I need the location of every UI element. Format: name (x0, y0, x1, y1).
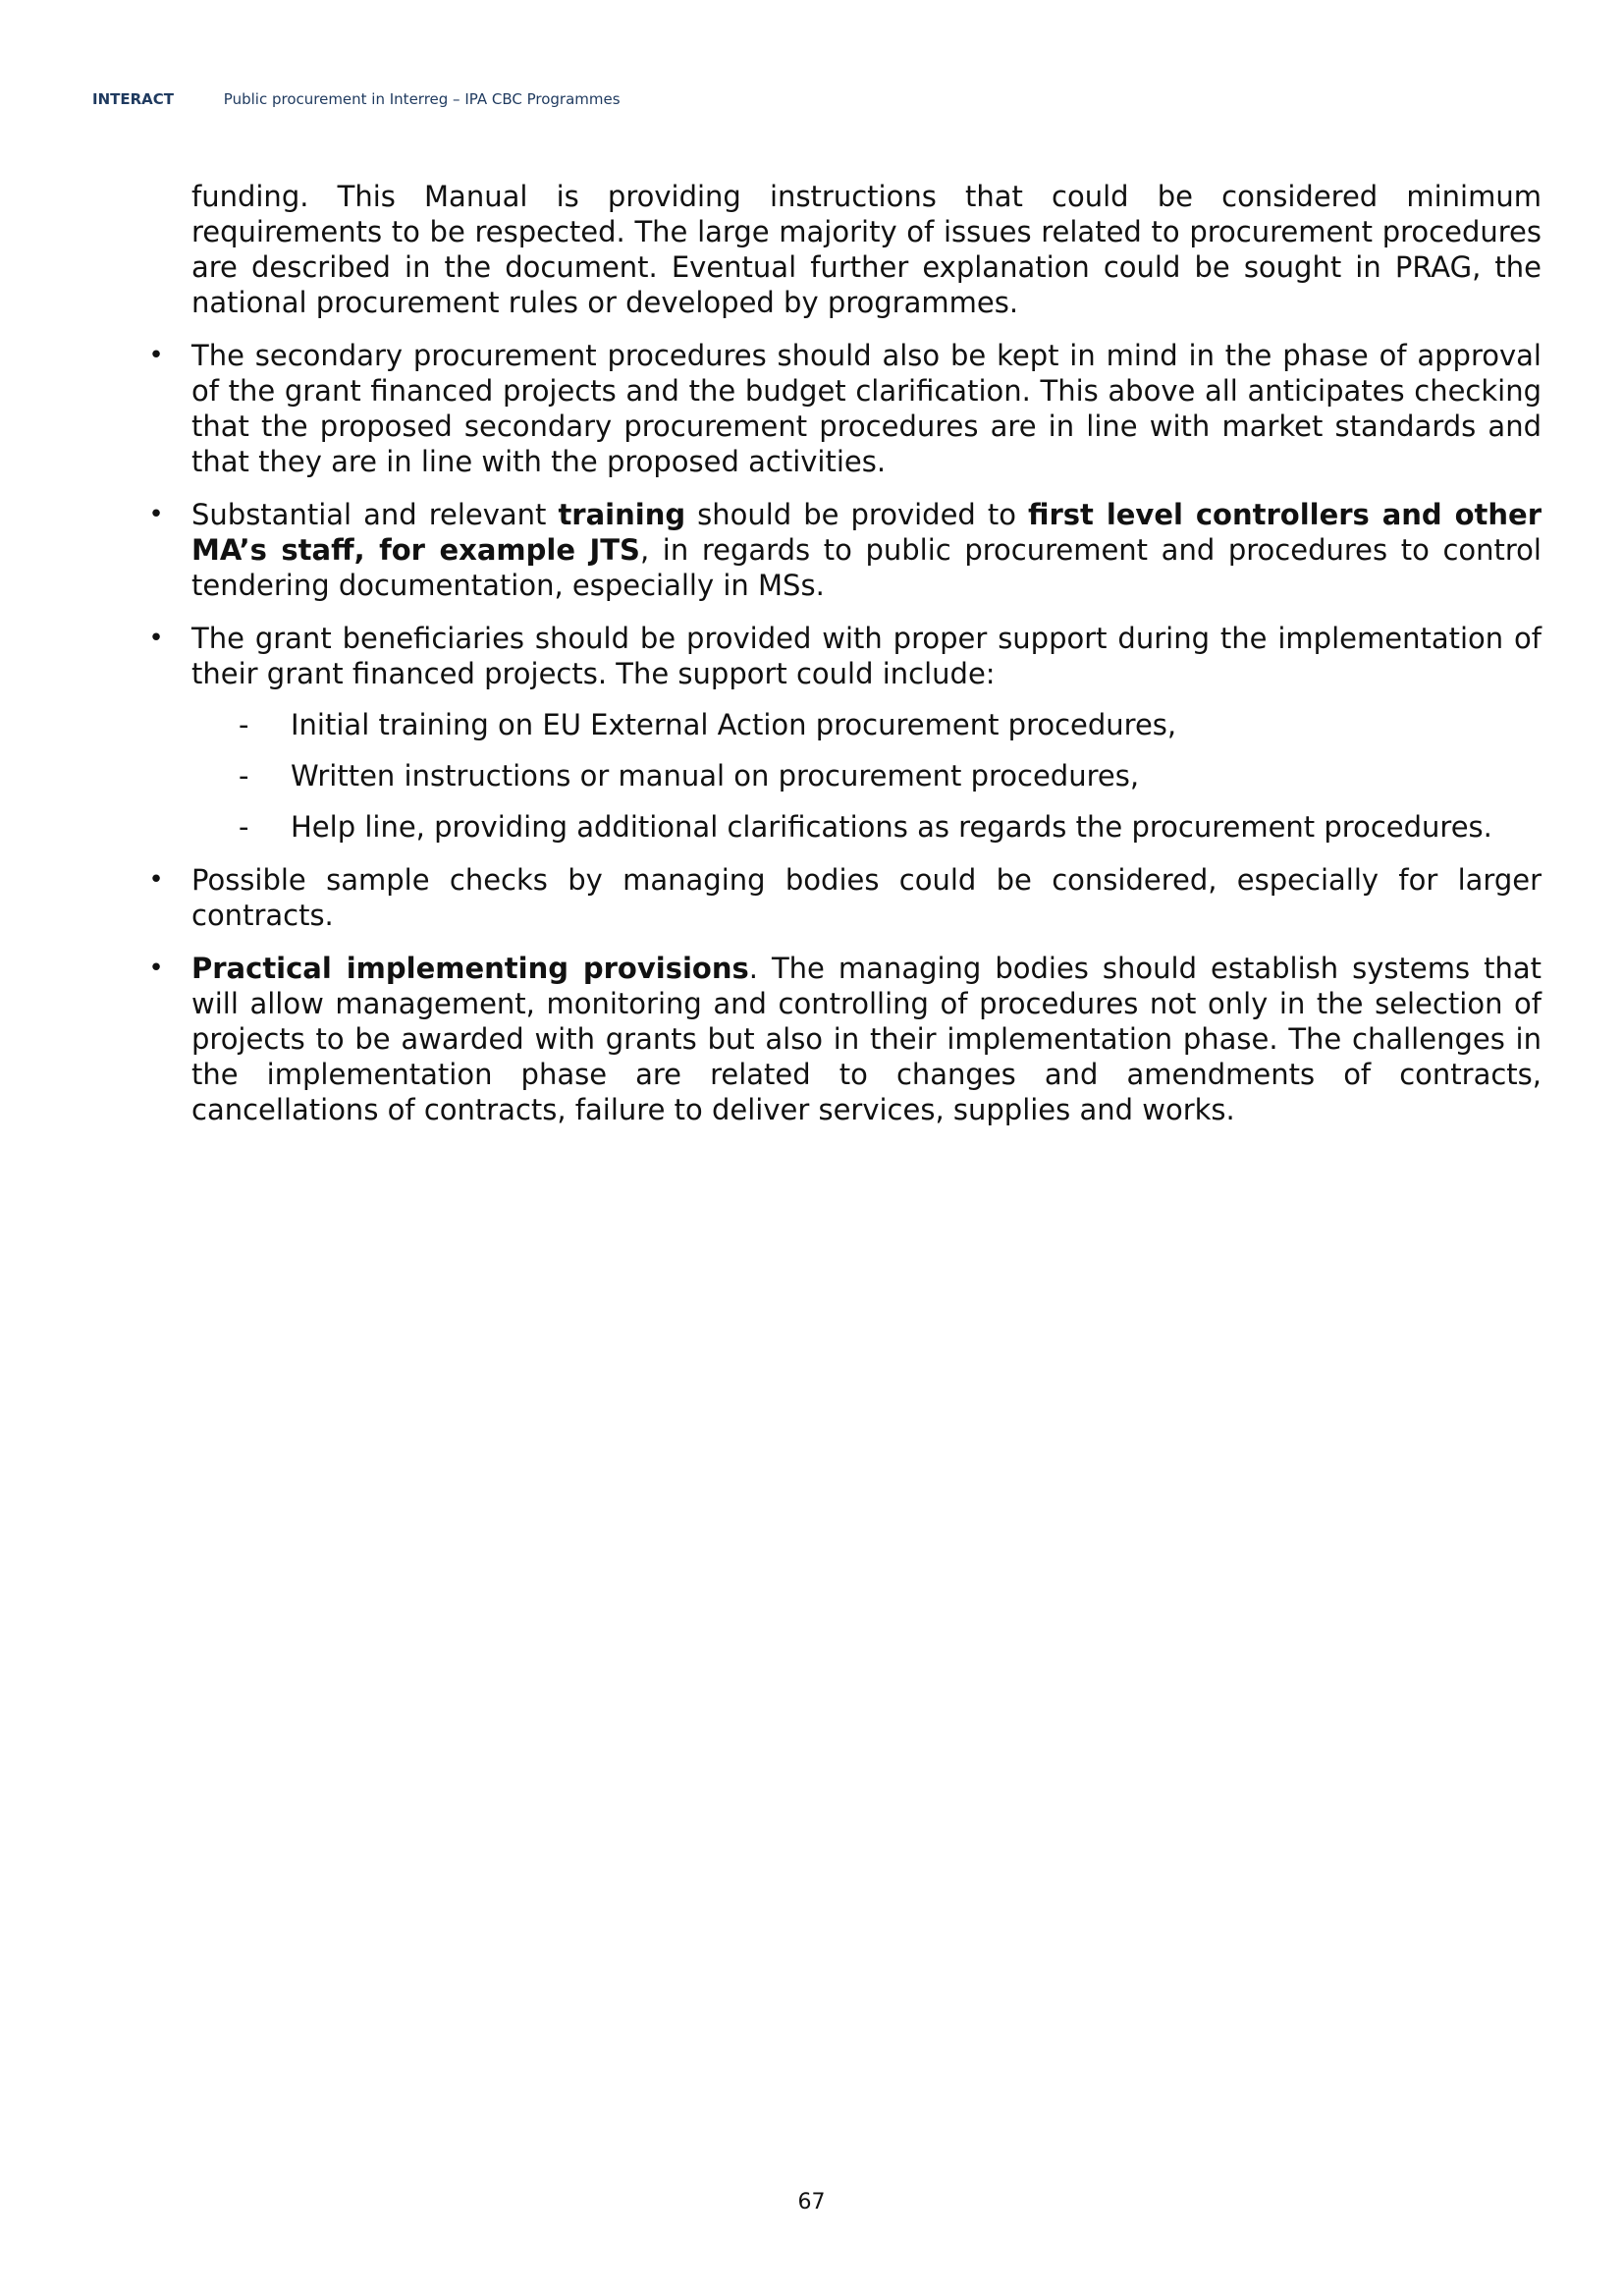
bullet-symbol: • (148, 954, 164, 983)
bullet-text: The grant beneficiaries should be provided with proper support during the implementation of their grant financed projects. The support could include: (191, 622, 1542, 690)
page-header (92, 90, 621, 108)
sublist-item (191, 758, 1542, 793)
sublist-item-text: Written instructions or manual on procurement procedures, (291, 759, 1140, 793)
header-title: Public procurement in Interreg – IPA CBC Programmes (223, 90, 621, 108)
sublist-item-text: Initial training on EU External Action procurement procedures, (291, 708, 1177, 741)
bullet-text: Possible sample checks by managing bodies could be considered, especially for larger contracts. (191, 863, 1542, 932)
bullet-text (191, 497, 1542, 603)
dash-symbol: - (239, 708, 249, 741)
text-run: Substantial and relevant (191, 498, 559, 531)
support-sublist (191, 707, 1542, 845)
bullet-item-sample-checks (148, 862, 1542, 933)
bullet-item-beneficiary-support (148, 621, 1542, 845)
bold-text-provisions: Practical implementing provisions (191, 952, 749, 985)
bullet-item-training (148, 497, 1542, 603)
bullet-item-implementing-provisions (148, 951, 1542, 1127)
page-number: 67 (797, 2190, 826, 2214)
sublist-item-text: Help line, providing additional clarifications as regards the procurement procedures. (291, 810, 1492, 844)
bullet-item-secondary-procurement (148, 338, 1542, 479)
bullet-symbol: • (148, 500, 164, 529)
dash-symbol: - (239, 759, 249, 793)
sublist-item (191, 707, 1542, 742)
bold-text-controllers: first level controllers and other MA’s staff, for example JTS (191, 498, 1542, 567)
bullet-symbol: • (148, 624, 164, 653)
bold-text-training: training (558, 498, 686, 531)
bullet-symbol: • (148, 341, 164, 370)
text-run: , in regards to public procurement and procedures to control tendering documentation, especially in MSs. (191, 533, 1542, 602)
intro-paragraph: funding. This Manual is providing instructions that could be considered minimum requirements to be respected. The large majority of issues related to procurement procedures are described in the document. Eventual further explanation could be sought in PRAG, the national procurement rules or developed by programmes. (191, 180, 1542, 319)
document-body (148, 179, 1542, 1145)
dash-symbol: - (239, 810, 249, 844)
bullet-text: The secondary procurement procedures should also be kept in mind in the phase of approval of the grant financed projects and the budget clarification. This above all anticipates checking that the proposed secondary procurement procedures are in line with market standards and that they are in line with the proposed activities. (191, 339, 1542, 478)
text-run: . The managing bodies should establish systems that will allow management, monitoring and controlling of procedures not only in the selection of projects to be awarded with grants but also in their implementation phase. The challenges in the implementation phase are related to changes and amendments of contracts, cancellations of contracts, failure to deliver services, supplies and works. (191, 952, 1542, 1126)
text-run: should be provided to (685, 498, 1028, 531)
bullet-symbol: • (148, 865, 164, 895)
sublist-item (191, 809, 1542, 845)
bullet-text (191, 951, 1542, 1127)
header-brand: INTERACT (92, 90, 175, 108)
